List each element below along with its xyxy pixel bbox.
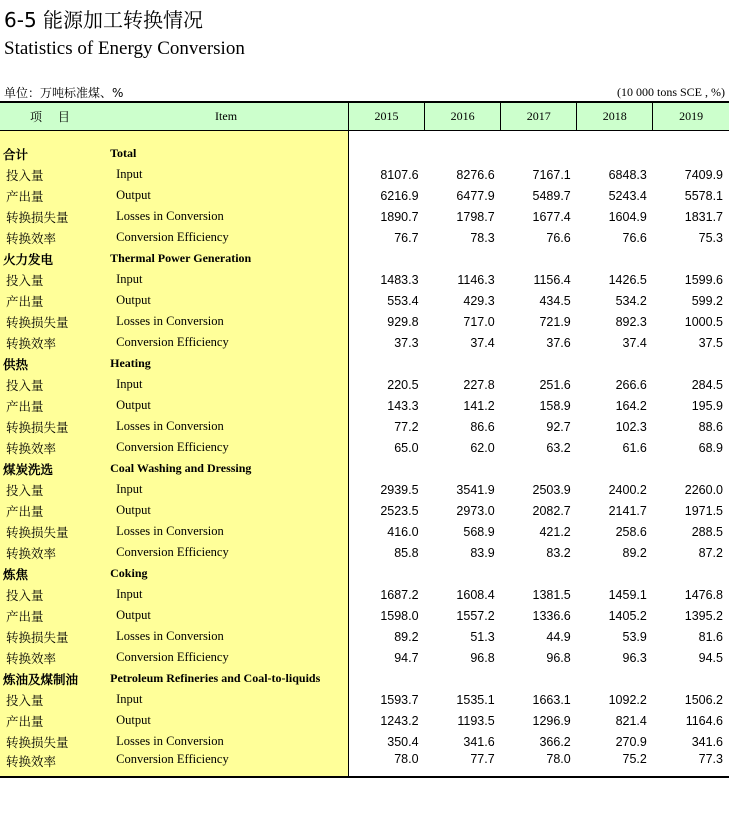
row-label-en: Input xyxy=(104,164,348,185)
spacer-cell xyxy=(425,131,501,144)
empty-cell xyxy=(348,248,424,269)
spacer-cell xyxy=(0,131,104,144)
row-label-cn: 产出量 xyxy=(0,185,104,206)
value-cell: 37.6 xyxy=(546,335,571,350)
spacer-cell xyxy=(348,131,424,144)
table-row xyxy=(0,731,729,752)
value-cell: 164.2 xyxy=(615,398,647,413)
table-row xyxy=(0,752,729,777)
empty-cell xyxy=(653,248,729,269)
table-row xyxy=(0,479,729,500)
row-label-en: Input xyxy=(104,374,348,395)
value-cell: 1193.5 xyxy=(457,713,495,728)
row-label-en: Conversion Efficiency xyxy=(104,332,348,353)
value-cell: 78.0 xyxy=(501,752,577,777)
empty-cell xyxy=(348,353,424,374)
row-label-en: Conversion Efficiency xyxy=(104,227,348,248)
table-row xyxy=(0,542,729,563)
value-cell: 8107.6 xyxy=(380,167,419,182)
value-cell: 1296.9 xyxy=(532,713,571,728)
spacer-cell xyxy=(501,131,577,144)
row-label-cn: 投入量 xyxy=(0,584,104,605)
row-label-en: Losses in Conversion xyxy=(104,626,348,647)
row-label-en: Output xyxy=(104,500,348,521)
table-row xyxy=(0,689,729,710)
empty-cell xyxy=(501,143,577,164)
value-cell: 534.2 xyxy=(615,293,647,308)
value-cell: 2082.7 xyxy=(532,503,571,518)
value-cell: 7167.1 xyxy=(532,167,571,182)
table-row xyxy=(0,710,729,731)
value-cell: 568.9 xyxy=(463,524,495,539)
energy-conversion-table xyxy=(0,101,729,778)
section-name-en: Petroleum Refineries and Coal-to-liquids xyxy=(104,668,348,689)
value-cell: 83.9 xyxy=(470,545,495,560)
spacer-cell xyxy=(577,131,653,144)
empty-cell xyxy=(425,668,501,689)
table-row xyxy=(0,206,729,227)
empty-cell xyxy=(577,458,653,479)
section-header-row xyxy=(0,353,729,374)
table-row xyxy=(0,605,729,626)
section-name-cn: 炼焦 xyxy=(0,563,104,584)
value-cell: 61.6 xyxy=(622,440,647,455)
row-label-cn: 投入量 xyxy=(0,689,104,710)
row-label-cn: 投入量 xyxy=(0,269,104,290)
header-year: 2018 xyxy=(577,102,653,131)
row-label-cn: 转换效率 xyxy=(0,752,104,777)
row-label-cn: 产出量 xyxy=(0,710,104,731)
value-cell: 195.9 xyxy=(691,398,723,413)
section-header-row xyxy=(0,458,729,479)
value-cell: 284.5 xyxy=(691,377,723,392)
row-label-cn: 投入量 xyxy=(0,374,104,395)
table-row xyxy=(0,269,729,290)
value-cell: 76.6 xyxy=(622,230,647,245)
table-header-row xyxy=(0,102,729,131)
value-cell: 1000.5 xyxy=(684,314,723,329)
value-cell: 2503.9 xyxy=(532,482,571,497)
table-row xyxy=(0,164,729,185)
value-cell: 62.0 xyxy=(470,440,495,455)
value-cell: 6477.9 xyxy=(456,188,495,203)
unit-label-cn: 单位：万吨标准煤、% xyxy=(4,86,124,100)
section-name-en: Coal Washing and Dressing xyxy=(104,458,348,479)
value-cell: 288.5 xyxy=(691,524,723,539)
value-cell: 2973.0 xyxy=(456,503,495,518)
value-cell: 1831.7 xyxy=(684,209,723,224)
row-label-en: Output xyxy=(104,185,348,206)
value-cell: 7409.9 xyxy=(684,167,723,182)
row-label-en: Output xyxy=(104,710,348,731)
page-title-cn: 6-5 能源加工转换情况 xyxy=(4,8,204,32)
value-cell: 421.2 xyxy=(539,524,571,539)
section-name-en: Thermal Power Generation xyxy=(104,248,348,269)
row-label-cn: 转换效率 xyxy=(0,542,104,563)
row-label-en: Losses in Conversion xyxy=(104,521,348,542)
value-cell: 94.5 xyxy=(698,650,723,665)
section-header-row xyxy=(0,143,729,164)
value-cell: 1798.7 xyxy=(456,209,495,224)
value-cell: 96.3 xyxy=(622,650,647,665)
value-cell: 76.6 xyxy=(546,230,571,245)
value-cell: 6216.9 xyxy=(380,188,419,203)
value-cell: 599.2 xyxy=(691,293,723,308)
empty-cell xyxy=(425,248,501,269)
row-label-en: Input xyxy=(104,269,348,290)
row-label-en: Conversion Efficiency xyxy=(104,437,348,458)
value-cell: 1608.4 xyxy=(456,587,495,602)
value-cell: 75.3 xyxy=(698,230,723,245)
empty-cell xyxy=(577,668,653,689)
row-label-cn: 产出量 xyxy=(0,395,104,416)
row-label-en: Output xyxy=(104,395,348,416)
value-cell: 220.5 xyxy=(387,377,419,392)
value-cell: 717.0 xyxy=(463,314,495,329)
empty-cell xyxy=(348,143,424,164)
value-cell: 77.7 xyxy=(425,752,501,777)
value-cell: 1663.1 xyxy=(532,692,571,707)
value-cell: 1557.2 xyxy=(456,608,495,623)
section-name-en: Total xyxy=(104,143,348,164)
row-label-en: Conversion Efficiency xyxy=(104,752,348,777)
table-row xyxy=(0,311,729,332)
empty-cell xyxy=(425,458,501,479)
value-cell: 6848.3 xyxy=(608,167,647,182)
empty-cell xyxy=(348,668,424,689)
value-cell: 89.2 xyxy=(394,629,419,644)
header-year: 2016 xyxy=(425,102,501,131)
section-name-en: Coking xyxy=(104,563,348,584)
row-label-en: Input xyxy=(104,689,348,710)
table-row xyxy=(0,290,729,311)
section-header-row xyxy=(0,563,729,584)
table-row xyxy=(0,227,729,248)
value-cell: 96.8 xyxy=(546,650,571,665)
table-row xyxy=(0,521,729,542)
row-label-cn: 转换损失量 xyxy=(0,626,104,647)
table-row xyxy=(0,500,729,521)
value-cell: 89.2 xyxy=(622,545,647,560)
value-cell: 366.2 xyxy=(539,734,571,749)
empty-cell xyxy=(653,143,729,164)
value-cell: 341.6 xyxy=(463,734,495,749)
value-cell: 88.6 xyxy=(698,419,723,434)
row-label-en: Losses in Conversion xyxy=(104,206,348,227)
value-cell: 5578.1 xyxy=(684,188,723,203)
value-cell: 94.7 xyxy=(394,650,419,665)
row-label-en: Losses in Conversion xyxy=(104,731,348,752)
section-name-en: Heating xyxy=(104,353,348,374)
section-header-row xyxy=(0,668,729,689)
value-cell: 1405.2 xyxy=(608,608,647,623)
empty-cell xyxy=(425,143,501,164)
empty-cell xyxy=(501,248,577,269)
value-cell: 83.2 xyxy=(546,545,571,560)
value-cell: 78.3 xyxy=(470,230,495,245)
value-cell: 2523.5 xyxy=(380,503,419,518)
empty-cell xyxy=(577,143,653,164)
row-label-cn: 转换损失量 xyxy=(0,206,104,227)
row-label-en: Input xyxy=(104,479,348,500)
row-label-cn: 投入量 xyxy=(0,479,104,500)
header-year: 2015 xyxy=(348,102,424,131)
value-cell: 1483.3 xyxy=(380,272,419,287)
value-cell: 2939.5 xyxy=(380,482,419,497)
value-cell: 1687.2 xyxy=(380,587,419,602)
value-cell: 1593.7 xyxy=(380,692,419,707)
spacer-cell xyxy=(653,131,729,144)
empty-cell xyxy=(501,563,577,584)
value-cell: 227.8 xyxy=(463,377,495,392)
table-row xyxy=(0,374,729,395)
value-cell: 1890.7 xyxy=(380,209,419,224)
value-cell: 1599.6 xyxy=(684,272,723,287)
section-name-cn: 供热 xyxy=(0,353,104,374)
value-cell: 1156.4 xyxy=(533,272,571,287)
value-cell: 1459.1 xyxy=(608,587,647,602)
row-label-cn: 投入量 xyxy=(0,164,104,185)
empty-cell xyxy=(348,458,424,479)
value-cell: 96.8 xyxy=(470,650,495,665)
value-cell: 1476.8 xyxy=(684,587,723,602)
value-cell: 143.3 xyxy=(387,398,419,413)
value-cell: 721.9 xyxy=(539,314,571,329)
value-cell: 1971.5 xyxy=(684,503,723,518)
value-cell: 86.6 xyxy=(470,419,495,434)
value-cell: 5489.7 xyxy=(532,188,571,203)
row-label-en: Conversion Efficiency xyxy=(104,647,348,668)
empty-cell xyxy=(501,668,577,689)
value-cell: 1336.6 xyxy=(532,608,571,623)
section-name-cn: 炼油及煤制油 xyxy=(0,668,104,689)
empty-cell xyxy=(653,353,729,374)
row-label-cn: 产出量 xyxy=(0,500,104,521)
row-label-en: Output xyxy=(104,290,348,311)
value-cell: 1243.2 xyxy=(380,713,419,728)
value-cell: 1381.5 xyxy=(532,587,571,602)
value-cell: 1604.9 xyxy=(608,209,647,224)
table-row xyxy=(0,395,729,416)
value-cell: 350.4 xyxy=(387,734,419,749)
value-cell: 1426.5 xyxy=(608,272,647,287)
value-cell: 37.4 xyxy=(470,335,495,350)
row-label-en: Losses in Conversion xyxy=(104,311,348,332)
value-cell: 1506.2 xyxy=(684,692,723,707)
value-cell: 553.4 xyxy=(387,293,419,308)
value-cell: 78.0 xyxy=(348,752,424,777)
table-row xyxy=(0,647,729,668)
value-cell: 341.6 xyxy=(691,734,723,749)
table-row xyxy=(0,332,729,353)
row-label-en: Input xyxy=(104,584,348,605)
value-cell: 87.2 xyxy=(698,545,723,560)
value-cell: 429.3 xyxy=(463,293,495,308)
section-name-cn: 火力发电 xyxy=(0,248,104,269)
value-cell: 1164.6 xyxy=(685,713,723,728)
spacer-row xyxy=(0,131,729,144)
value-cell: 2400.2 xyxy=(608,482,647,497)
header-item-cn: 项 目 xyxy=(0,102,104,131)
empty-cell xyxy=(653,668,729,689)
header-item-en: Item xyxy=(104,102,348,131)
value-cell: 44.9 xyxy=(546,629,571,644)
value-cell: 2141.7 xyxy=(608,503,647,518)
energy-conversion-table-container xyxy=(0,101,729,778)
empty-cell xyxy=(501,458,577,479)
value-cell: 2260.0 xyxy=(684,482,723,497)
table-row xyxy=(0,584,729,605)
row-label-cn: 转换损失量 xyxy=(0,416,104,437)
value-cell: 892.3 xyxy=(615,314,647,329)
row-label-cn: 转换损失量 xyxy=(0,311,104,332)
table-body xyxy=(0,131,729,778)
header-year: 2019 xyxy=(653,102,729,131)
value-cell: 270.9 xyxy=(615,734,647,749)
row-label-cn: 转换损失量 xyxy=(0,731,104,752)
value-cell: 81.6 xyxy=(698,629,723,644)
value-cell: 102.3 xyxy=(615,419,647,434)
section-name-cn: 煤炭洗选 xyxy=(0,458,104,479)
value-cell: 76.7 xyxy=(394,230,419,245)
value-cell: 434.5 xyxy=(539,293,571,308)
value-cell: 821.4 xyxy=(615,713,647,728)
header-year: 2017 xyxy=(501,102,577,131)
section-name-cn: 合计 xyxy=(0,143,104,164)
row-label-cn: 转换效率 xyxy=(0,332,104,353)
value-cell: 251.6 xyxy=(539,377,571,392)
row-label-en: Losses in Conversion xyxy=(104,416,348,437)
value-cell: 1092.2 xyxy=(608,692,647,707)
value-cell: 266.6 xyxy=(615,377,647,392)
value-cell: 37.3 xyxy=(394,335,419,350)
value-cell: 1598.0 xyxy=(380,608,419,623)
row-label-cn: 转换效率 xyxy=(0,437,104,458)
value-cell: 258.6 xyxy=(615,524,647,539)
empty-cell xyxy=(577,248,653,269)
page-title-en: Statistics of Energy Conversion xyxy=(4,38,245,59)
section-header-row xyxy=(0,248,729,269)
value-cell: 1395.2 xyxy=(684,608,723,623)
empty-cell xyxy=(577,563,653,584)
value-cell: 5243.4 xyxy=(608,188,647,203)
empty-cell xyxy=(653,563,729,584)
value-cell: 77.2 xyxy=(394,419,419,434)
table-row xyxy=(0,437,729,458)
value-cell: 3541.9 xyxy=(456,482,495,497)
value-cell: 37.4 xyxy=(622,335,647,350)
value-cell: 8276.6 xyxy=(456,167,495,182)
value-cell: 77.3 xyxy=(653,752,729,777)
value-cell: 68.9 xyxy=(698,440,723,455)
value-cell: 85.8 xyxy=(394,545,419,560)
empty-cell xyxy=(425,353,501,374)
row-label-cn: 转换效率 xyxy=(0,227,104,248)
row-label-cn: 产出量 xyxy=(0,290,104,311)
value-cell: 75.2 xyxy=(577,752,653,777)
row-label-cn: 转换损失量 xyxy=(0,521,104,542)
value-cell: 65.0 xyxy=(394,440,419,455)
row-label-en: Output xyxy=(104,605,348,626)
unit-label-en: (10 000 tons SCE , %) xyxy=(617,85,725,99)
empty-cell xyxy=(653,458,729,479)
empty-cell xyxy=(577,353,653,374)
value-cell: 929.8 xyxy=(387,314,419,329)
value-cell: 416.0 xyxy=(387,524,419,539)
value-cell: 158.9 xyxy=(539,398,571,413)
table-row xyxy=(0,626,729,647)
row-label-cn: 产出量 xyxy=(0,605,104,626)
empty-cell xyxy=(348,563,424,584)
value-cell: 53.9 xyxy=(622,629,647,644)
table-row xyxy=(0,185,729,206)
value-cell: 37.5 xyxy=(698,335,723,350)
spacer-cell xyxy=(104,131,348,144)
value-cell: 1535.1 xyxy=(456,692,495,707)
value-cell: 51.3 xyxy=(470,629,495,644)
value-cell: 1146.3 xyxy=(457,272,495,287)
row-label-cn: 转换效率 xyxy=(0,647,104,668)
value-cell: 92.7 xyxy=(546,419,571,434)
value-cell: 141.2 xyxy=(463,398,495,413)
value-cell: 63.2 xyxy=(546,440,571,455)
row-label-en: Conversion Efficiency xyxy=(104,542,348,563)
value-cell: 1677.4 xyxy=(532,209,571,224)
empty-cell xyxy=(501,353,577,374)
table-row xyxy=(0,416,729,437)
empty-cell xyxy=(425,563,501,584)
